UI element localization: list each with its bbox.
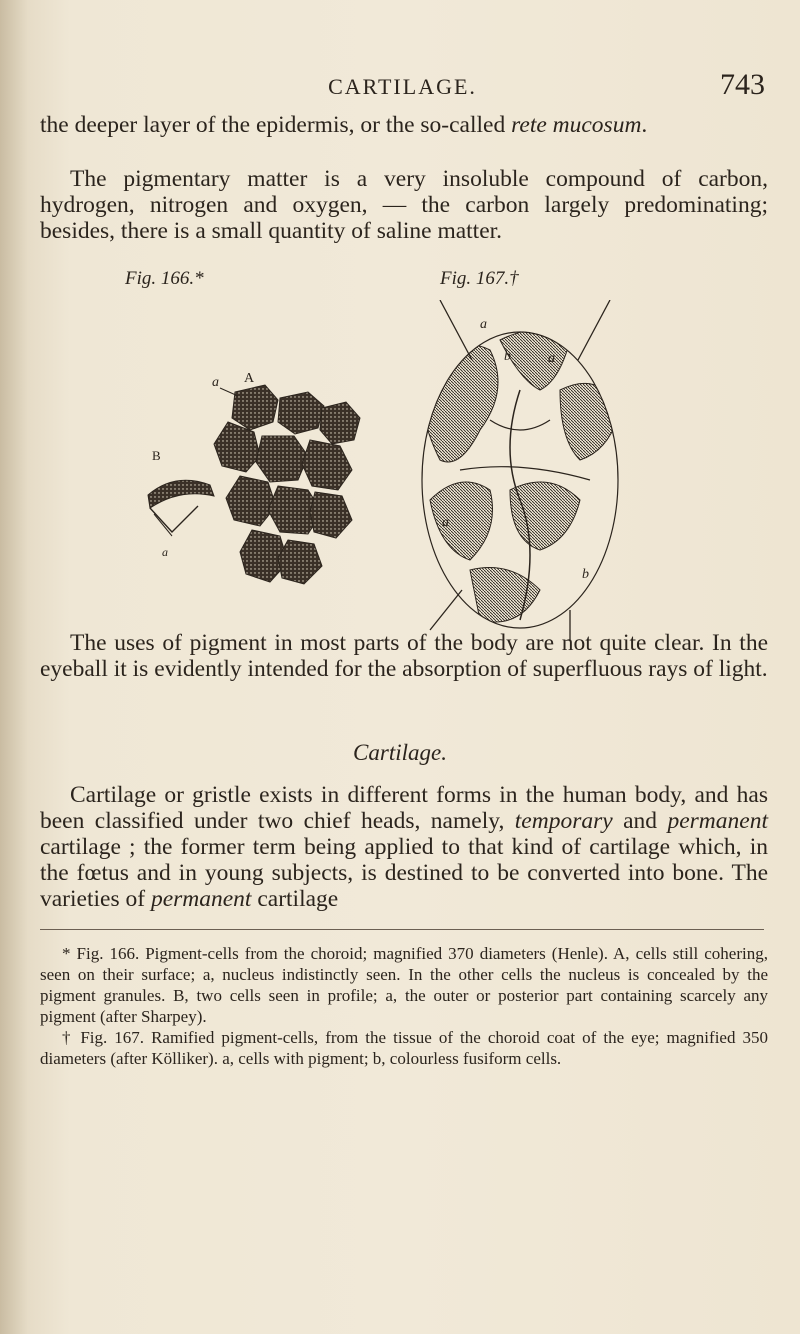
- footnote-fig-167: † Fig. 167. Ramified pigment-cells, from the tissue of the choroid coat of the eye; magnified 350 diameters (after Kölliker). a, cells with pigment; b, colourless fusiform cells.: [40, 1028, 768, 1068]
- paragraph-4-seg-5: permanent: [150, 886, 252, 912]
- fig167-label-a3: a: [442, 515, 449, 530]
- fig167-label-b2: b: [582, 567, 589, 582]
- fig166-label-a-bottom: a: [162, 545, 168, 559]
- fig167-label-a1: a: [480, 317, 487, 332]
- paragraph-1-seg-0: the deeper layer of the epidermis, or the so-called: [40, 112, 512, 138]
- footnote-fig-166: * Fig. 166. Pigment-cells from the choroid; magnified 370 diameters (Henle). A, cells still cohering, seen on their surface; a, nucleus indistinctly seen. In the other cells the nucleus is concealed by the pigment granules. B, two cells seen in profile; a, the outer or posterior part containing scarcely any pigment (after Sharpey).: [40, 944, 768, 1026]
- paragraph-4-seg-6: cartilage: [251, 886, 339, 912]
- footnotes: [40, 943, 768, 1069]
- figure-166-caption: Fig. 166.*: [125, 268, 204, 289]
- paragraph-3-seg-0: The uses of pigment in most parts of the body are not quite clear. In the eyeball it is evidently intended for the absorption of superfluous rays of light.: [40, 630, 768, 682]
- page-number: 743: [720, 68, 765, 101]
- pigment-cell-cluster: [214, 385, 360, 584]
- figure-166-illustration: [110, 300, 380, 620]
- fig166-label-A: A: [244, 371, 255, 386]
- paragraph-4-seg-1: temporary: [514, 808, 613, 834]
- page-header: [40, 64, 765, 104]
- profile-cells: [148, 480, 214, 536]
- paragraph-2-seg-0: The pigmentary matter is a very insoluble compound of carbon, hydrogen, nitrogen and oxygen, — the carbon largely predominating; besides, there is a small quantity of saline matter.: [40, 166, 768, 244]
- paragraph-4-seg-3: permanent: [667, 808, 768, 834]
- section-heading: Cartilage.: [353, 740, 447, 765]
- paragraph-4-seg-4: cartilage ; the former term being applied to that kind of cartilage which, in the fœtus and in young subjects, is destined to be converted into bone. The varieties of: [40, 834, 768, 912]
- paragraph-3: [40, 630, 768, 682]
- fig166-label-a-top: a: [212, 375, 219, 390]
- paragraph-1-seg-1: rete mucosum: [511, 112, 642, 138]
- paragraph-4-seg-0: Cartilage or gristle exists in different forms in the human body, and has been classified under two chief heads, namely,: [40, 782, 768, 834]
- figure-167-caption: Fig. 167.†: [440, 268, 519, 289]
- paragraph-4-seg-2: and: [612, 808, 668, 834]
- footnote-rule: [40, 929, 764, 930]
- figure-167-illustration: [400, 300, 640, 640]
- running-title: CARTILAGE.: [328, 74, 477, 99]
- paragraph-1-seg-2: .: [641, 112, 648, 138]
- paragraph-4: [40, 782, 768, 912]
- fig167-label-a2: a: [548, 351, 555, 366]
- paragraph-2: [40, 166, 768, 244]
- fig166-label-B: B: [152, 448, 161, 463]
- ramified-cells: [400, 300, 640, 640]
- paragraph-1: [40, 112, 768, 138]
- fig167-label-b1: b: [504, 349, 511, 364]
